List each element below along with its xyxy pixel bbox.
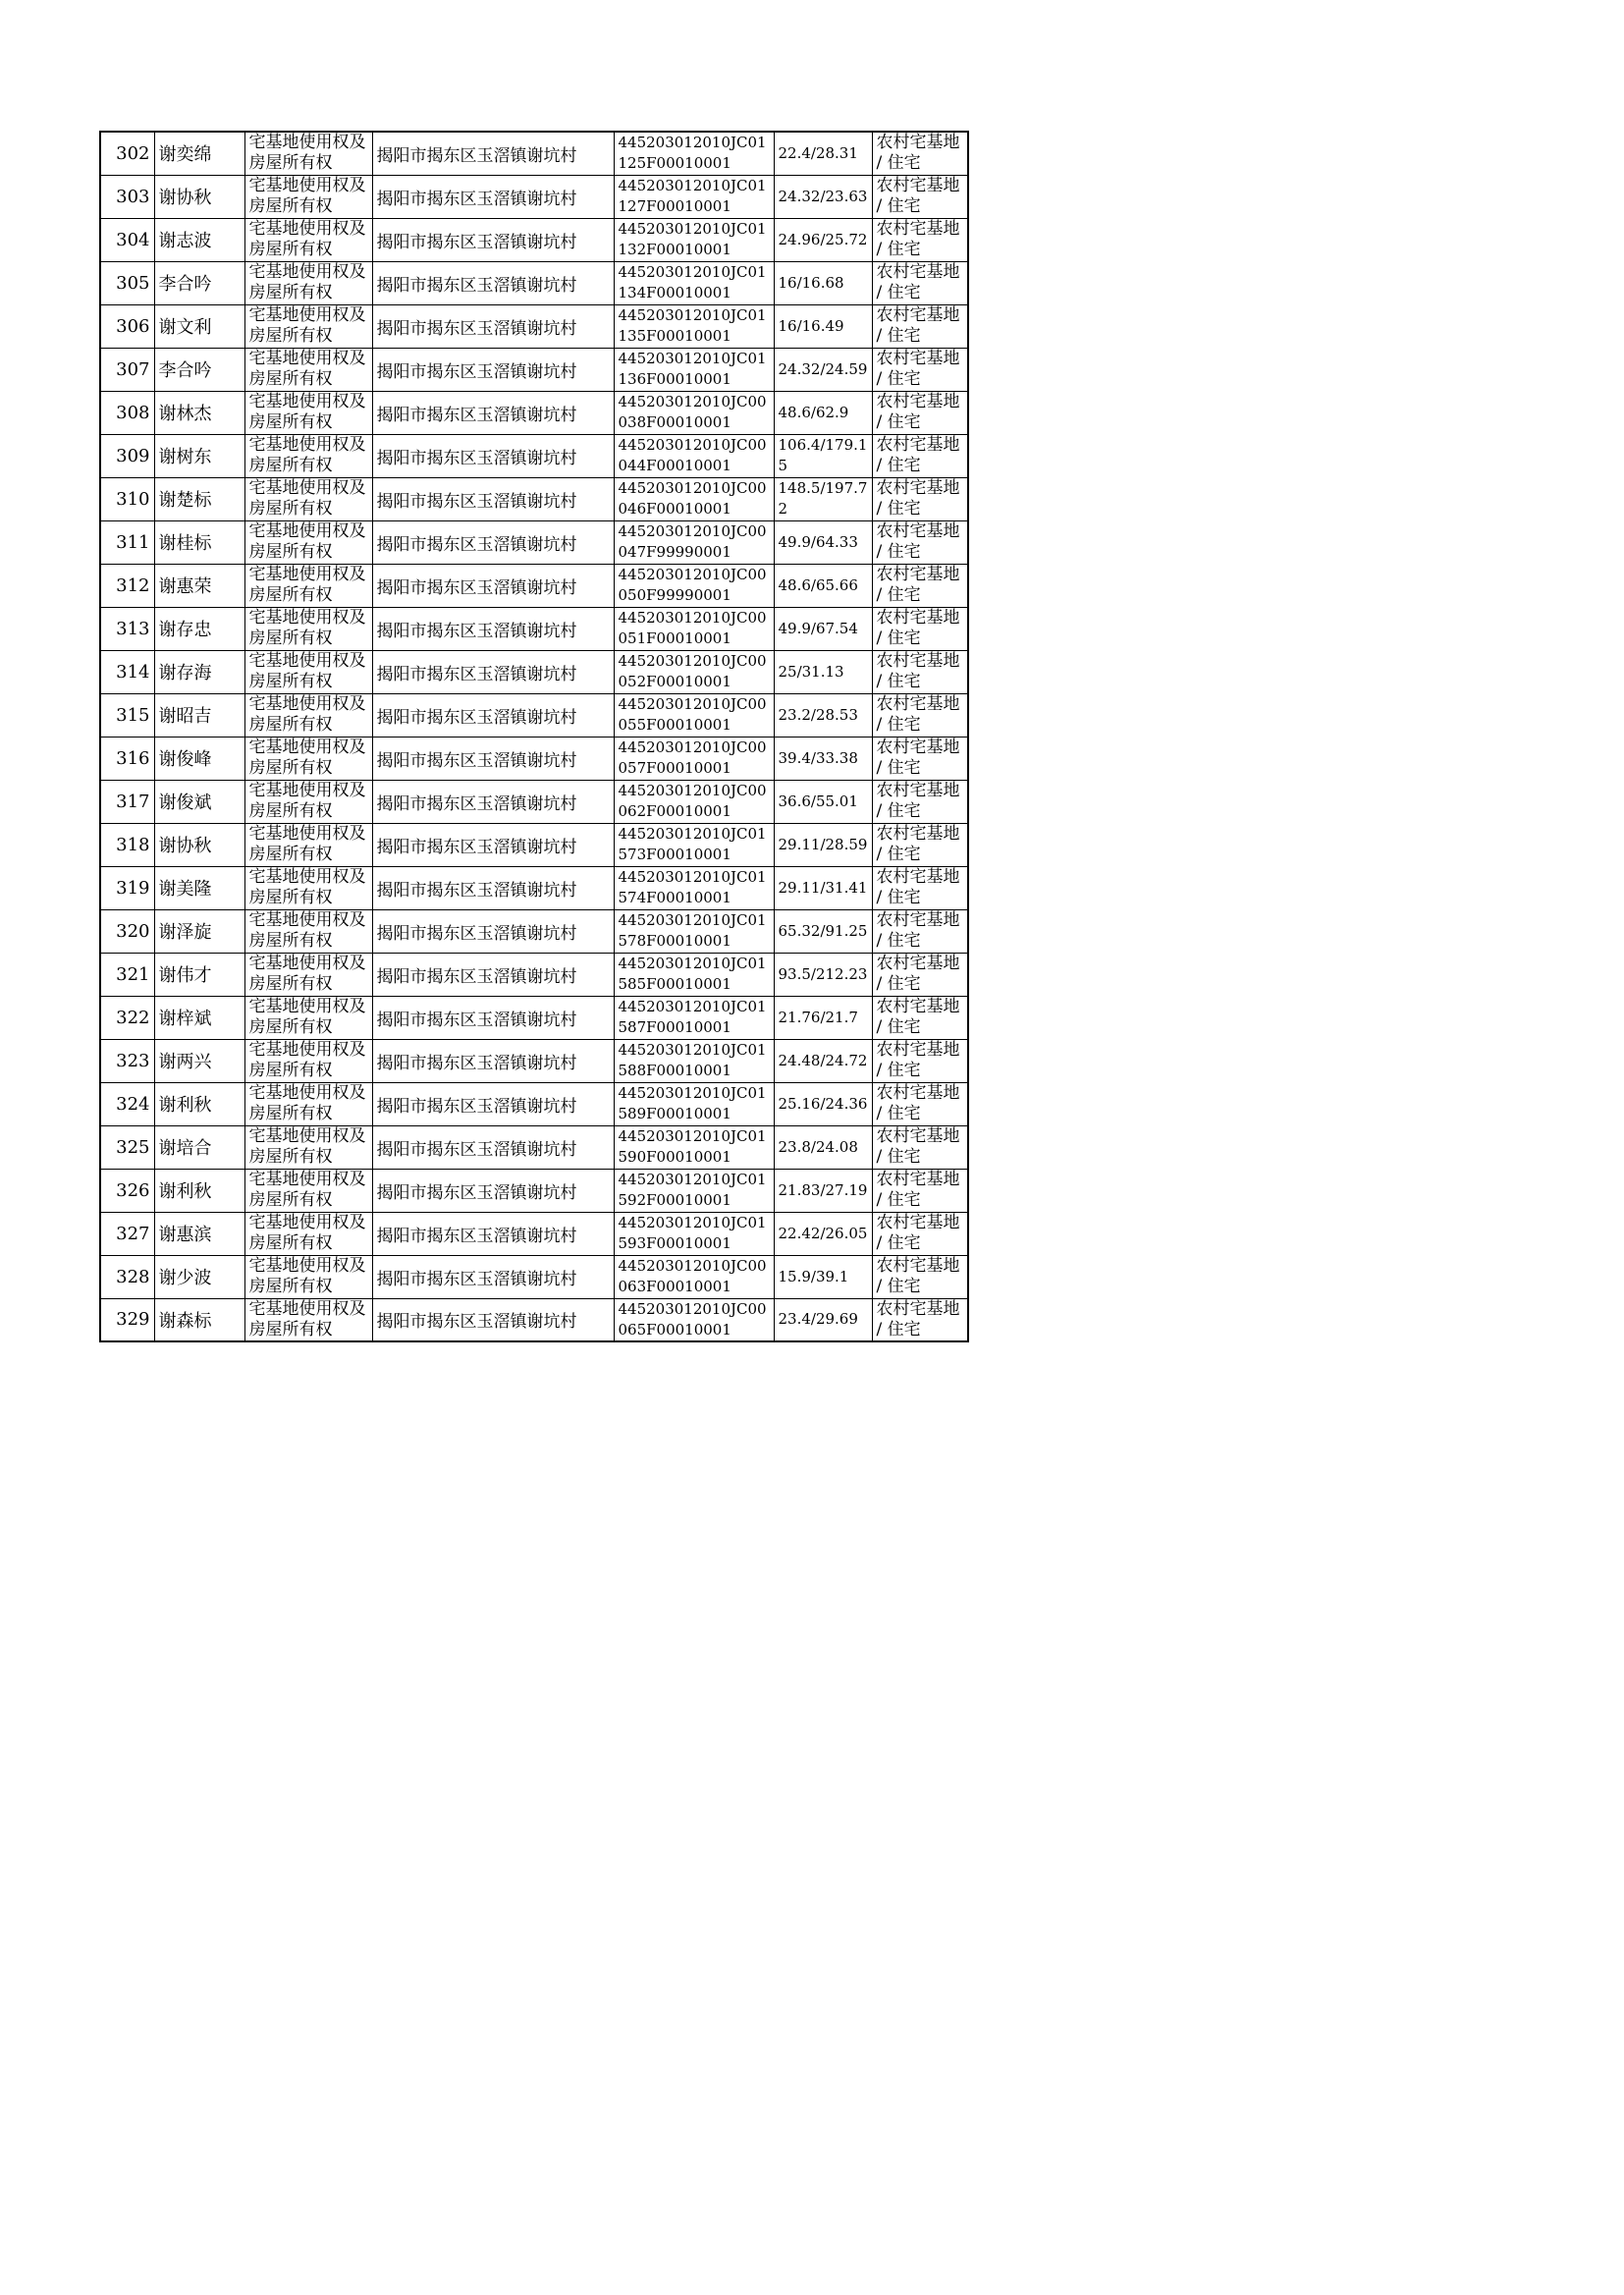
unit-code-cell: 445203012010JC01587F00010001 bbox=[614, 996, 774, 1039]
unit-code-cell: 445203012010JC00052F00010001 bbox=[614, 650, 774, 693]
area-cell: 24.32/24.59 bbox=[774, 348, 872, 391]
unit-code-cell: 445203012010JC00046F00010001 bbox=[614, 477, 774, 520]
owner-name-cell: 谢协秋 bbox=[154, 823, 244, 866]
land-use-cell: 农村宅基地 / 住宅 bbox=[872, 953, 968, 996]
right-type-cell: 宅基地使用权及房屋所有权 bbox=[244, 1255, 372, 1298]
area-cell: 25.16/24.36 bbox=[774, 1082, 872, 1125]
owner-name-cell: 谢惠荣 bbox=[154, 564, 244, 607]
address-cell: 揭阳市揭东区玉滘镇谢坑村 bbox=[372, 564, 614, 607]
row-number-cell: 311 bbox=[100, 520, 154, 564]
right-type-cell: 宅基地使用权及房屋所有权 bbox=[244, 477, 372, 520]
area-cell: 25/31.13 bbox=[774, 650, 872, 693]
address-cell: 揭阳市揭东区玉滘镇谢坑村 bbox=[372, 1125, 614, 1169]
right-type-cell: 宅基地使用权及房屋所有权 bbox=[244, 1125, 372, 1169]
area-cell: 24.48/24.72 bbox=[774, 1039, 872, 1082]
row-number-cell: 318 bbox=[100, 823, 154, 866]
land-use-cell: 农村宅基地 / 住宅 bbox=[872, 866, 968, 909]
area-cell: 49.9/64.33 bbox=[774, 520, 872, 564]
row-number-cell: 308 bbox=[100, 391, 154, 434]
unit-code-cell: 445203012010JC01132F00010001 bbox=[614, 218, 774, 261]
address-cell: 揭阳市揭东区玉滘镇谢坑村 bbox=[372, 1212, 614, 1255]
owner-name-cell: 谢志波 bbox=[154, 218, 244, 261]
table-row bbox=[100, 650, 968, 693]
right-type-cell: 宅基地使用权及房屋所有权 bbox=[244, 737, 372, 780]
owner-name-cell: 谢森标 bbox=[154, 1298, 244, 1341]
row-number-cell: 320 bbox=[100, 909, 154, 953]
unit-code-cell: 445203012010JC01135F00010001 bbox=[614, 304, 774, 348]
address-cell: 揭阳市揭东区玉滘镇谢坑村 bbox=[372, 477, 614, 520]
owner-name-cell: 谢伟才 bbox=[154, 953, 244, 996]
right-type-cell: 宅基地使用权及房屋所有权 bbox=[244, 391, 372, 434]
unit-code-cell: 445203012010JC00063F00010001 bbox=[614, 1255, 774, 1298]
owner-name-cell: 谢利秋 bbox=[154, 1082, 244, 1125]
right-type-cell: 宅基地使用权及房屋所有权 bbox=[244, 909, 372, 953]
area-cell: 23.8/24.08 bbox=[774, 1125, 872, 1169]
unit-code-cell: 445203012010JC00055F00010001 bbox=[614, 693, 774, 737]
land-use-cell: 农村宅基地 / 住宅 bbox=[872, 564, 968, 607]
area-cell: 29.11/28.59 bbox=[774, 823, 872, 866]
address-cell: 揭阳市揭东区玉滘镇谢坑村 bbox=[372, 520, 614, 564]
address-cell: 揭阳市揭东区玉滘镇谢坑村 bbox=[372, 1082, 614, 1125]
table-row bbox=[100, 218, 968, 261]
area-cell: 21.83/27.19 bbox=[774, 1169, 872, 1212]
row-number-cell: 328 bbox=[100, 1255, 154, 1298]
land-use-cell: 农村宅基地 / 住宅 bbox=[872, 996, 968, 1039]
area-cell: 36.6/55.01 bbox=[774, 780, 872, 823]
land-use-cell: 农村宅基地 / 住宅 bbox=[872, 348, 968, 391]
right-type-cell: 宅基地使用权及房屋所有权 bbox=[244, 1169, 372, 1212]
unit-code-cell: 445203012010JC00050F99990001 bbox=[614, 564, 774, 607]
row-number-cell: 322 bbox=[100, 996, 154, 1039]
address-cell: 揭阳市揭东区玉滘镇谢坑村 bbox=[372, 996, 614, 1039]
address-cell: 揭阳市揭东区玉滘镇谢坑村 bbox=[372, 218, 614, 261]
row-number-cell: 307 bbox=[100, 348, 154, 391]
unit-code-cell: 445203012010JC01588F00010001 bbox=[614, 1039, 774, 1082]
owner-name-cell: 谢桂标 bbox=[154, 520, 244, 564]
address-cell: 揭阳市揭东区玉滘镇谢坑村 bbox=[372, 132, 614, 175]
right-type-cell: 宅基地使用权及房屋所有权 bbox=[244, 953, 372, 996]
unit-code-cell: 445203012010JC00038F00010001 bbox=[614, 391, 774, 434]
land-use-cell: 农村宅基地 / 住宅 bbox=[872, 909, 968, 953]
land-use-cell: 农村宅基地 / 住宅 bbox=[872, 391, 968, 434]
area-cell: 48.6/62.9 bbox=[774, 391, 872, 434]
area-cell: 23.2/28.53 bbox=[774, 693, 872, 737]
table-row bbox=[100, 132, 968, 175]
right-type-cell: 宅基地使用权及房屋所有权 bbox=[244, 996, 372, 1039]
table-row bbox=[100, 261, 968, 304]
owner-name-cell: 李合吟 bbox=[154, 261, 244, 304]
table-row bbox=[100, 996, 968, 1039]
unit-code-cell: 445203012010JC00057F00010001 bbox=[614, 737, 774, 780]
land-use-cell: 农村宅基地 / 住宅 bbox=[872, 780, 968, 823]
address-cell: 揭阳市揭东区玉滘镇谢坑村 bbox=[372, 348, 614, 391]
address-cell: 揭阳市揭东区玉滘镇谢坑村 bbox=[372, 866, 614, 909]
land-use-cell: 农村宅基地 / 住宅 bbox=[872, 261, 968, 304]
right-type-cell: 宅基地使用权及房屋所有权 bbox=[244, 132, 372, 175]
area-cell: 93.5/212.23 bbox=[774, 953, 872, 996]
owner-name-cell: 谢存忠 bbox=[154, 607, 244, 650]
address-cell: 揭阳市揭东区玉滘镇谢坑村 bbox=[372, 607, 614, 650]
address-cell: 揭阳市揭东区玉滘镇谢坑村 bbox=[372, 434, 614, 477]
land-use-cell: 农村宅基地 / 住宅 bbox=[872, 520, 968, 564]
land-use-cell: 农村宅基地 / 住宅 bbox=[872, 1212, 968, 1255]
land-use-cell: 农村宅基地 / 住宅 bbox=[872, 1169, 968, 1212]
right-type-cell: 宅基地使用权及房屋所有权 bbox=[244, 304, 372, 348]
row-number-cell: 315 bbox=[100, 693, 154, 737]
area-cell: 49.9/67.54 bbox=[774, 607, 872, 650]
row-number-cell: 306 bbox=[100, 304, 154, 348]
table-row bbox=[100, 737, 968, 780]
table-row bbox=[100, 477, 968, 520]
land-use-cell: 农村宅基地 / 住宅 bbox=[872, 1125, 968, 1169]
unit-code-cell: 445203012010JC01592F00010001 bbox=[614, 1169, 774, 1212]
address-cell: 揭阳市揭东区玉滘镇谢坑村 bbox=[372, 304, 614, 348]
right-type-cell: 宅基地使用权及房屋所有权 bbox=[244, 175, 372, 218]
table-row bbox=[100, 348, 968, 391]
owner-name-cell: 谢楚标 bbox=[154, 477, 244, 520]
table-row bbox=[100, 1212, 968, 1255]
address-cell: 揭阳市揭东区玉滘镇谢坑村 bbox=[372, 953, 614, 996]
land-use-cell: 农村宅基地 / 住宅 bbox=[872, 693, 968, 737]
row-number-cell: 327 bbox=[100, 1212, 154, 1255]
owner-name-cell: 谢俊峰 bbox=[154, 737, 244, 780]
right-type-cell: 宅基地使用权及房屋所有权 bbox=[244, 1212, 372, 1255]
table-row bbox=[100, 1082, 968, 1125]
area-cell: 39.4/33.38 bbox=[774, 737, 872, 780]
land-use-cell: 农村宅基地 / 住宅 bbox=[872, 132, 968, 175]
row-number-cell: 312 bbox=[100, 564, 154, 607]
land-use-cell: 农村宅基地 / 住宅 bbox=[872, 304, 968, 348]
row-number-cell: 310 bbox=[100, 477, 154, 520]
row-number-cell: 325 bbox=[100, 1125, 154, 1169]
owner-name-cell: 谢存海 bbox=[154, 650, 244, 693]
right-type-cell: 宅基地使用权及房屋所有权 bbox=[244, 261, 372, 304]
row-number-cell: 305 bbox=[100, 261, 154, 304]
row-number-cell: 302 bbox=[100, 132, 154, 175]
owner-name-cell: 谢利秋 bbox=[154, 1169, 244, 1212]
address-cell: 揭阳市揭东区玉滘镇谢坑村 bbox=[372, 1039, 614, 1082]
table-row bbox=[100, 175, 968, 218]
address-cell: 揭阳市揭东区玉滘镇谢坑村 bbox=[372, 737, 614, 780]
unit-code-cell: 445203012010JC00047F99990001 bbox=[614, 520, 774, 564]
unit-code-cell: 445203012010JC01573F00010001 bbox=[614, 823, 774, 866]
right-type-cell: 宅基地使用权及房屋所有权 bbox=[244, 1298, 372, 1341]
table-row bbox=[100, 1298, 968, 1341]
table-row bbox=[100, 520, 968, 564]
unit-code-cell: 445203012010JC01593F00010001 bbox=[614, 1212, 774, 1255]
address-cell: 揭阳市揭东区玉滘镇谢坑村 bbox=[372, 175, 614, 218]
unit-code-cell: 445203012010JC00062F00010001 bbox=[614, 780, 774, 823]
owner-name-cell: 谢文利 bbox=[154, 304, 244, 348]
right-type-cell: 宅基地使用权及房屋所有权 bbox=[244, 607, 372, 650]
right-type-cell: 宅基地使用权及房屋所有权 bbox=[244, 348, 372, 391]
right-type-cell: 宅基地使用权及房屋所有权 bbox=[244, 218, 372, 261]
row-number-cell: 317 bbox=[100, 780, 154, 823]
area-cell: 15.9/39.1 bbox=[774, 1255, 872, 1298]
land-use-cell: 农村宅基地 / 住宅 bbox=[872, 477, 968, 520]
land-use-cell: 农村宅基地 / 住宅 bbox=[872, 1255, 968, 1298]
row-number-cell: 319 bbox=[100, 866, 154, 909]
table-row bbox=[100, 564, 968, 607]
table-row bbox=[100, 866, 968, 909]
land-use-cell: 农村宅基地 / 住宅 bbox=[872, 650, 968, 693]
table-row bbox=[100, 1125, 968, 1169]
area-cell: 22.42/26.05 bbox=[774, 1212, 872, 1255]
table-row bbox=[100, 780, 968, 823]
land-use-cell: 农村宅基地 / 住宅 bbox=[872, 1039, 968, 1082]
row-number-cell: 313 bbox=[100, 607, 154, 650]
right-type-cell: 宅基地使用权及房屋所有权 bbox=[244, 1039, 372, 1082]
unit-code-cell: 445203012010JC01127F00010001 bbox=[614, 175, 774, 218]
row-number-cell: 323 bbox=[100, 1039, 154, 1082]
table-row bbox=[100, 434, 968, 477]
table-row bbox=[100, 909, 968, 953]
table-row bbox=[100, 607, 968, 650]
area-cell: 16/16.68 bbox=[774, 261, 872, 304]
table-row bbox=[100, 953, 968, 996]
owner-name-cell: 谢梓斌 bbox=[154, 996, 244, 1039]
address-cell: 揭阳市揭东区玉滘镇谢坑村 bbox=[372, 261, 614, 304]
row-number-cell: 314 bbox=[100, 650, 154, 693]
right-type-cell: 宅基地使用权及房屋所有权 bbox=[244, 520, 372, 564]
unit-code-cell: 445203012010JC00044F00010001 bbox=[614, 434, 774, 477]
area-cell: 24.32/23.63 bbox=[774, 175, 872, 218]
owner-name-cell: 谢林杰 bbox=[154, 391, 244, 434]
address-cell: 揭阳市揭东区玉滘镇谢坑村 bbox=[372, 650, 614, 693]
unit-code-cell: 445203012010JC01136F00010001 bbox=[614, 348, 774, 391]
table-row bbox=[100, 823, 968, 866]
area-cell: 22.4/28.31 bbox=[774, 132, 872, 175]
row-number-cell: 321 bbox=[100, 953, 154, 996]
unit-code-cell: 445203012010JC01585F00010001 bbox=[614, 953, 774, 996]
owner-name-cell: 谢泽旋 bbox=[154, 909, 244, 953]
address-cell: 揭阳市揭东区玉滘镇谢坑村 bbox=[372, 693, 614, 737]
owner-name-cell: 谢树东 bbox=[154, 434, 244, 477]
right-type-cell: 宅基地使用权及房屋所有权 bbox=[244, 823, 372, 866]
owner-name-cell: 李合吟 bbox=[154, 348, 244, 391]
unit-code-cell: 445203012010JC01574F00010001 bbox=[614, 866, 774, 909]
row-number-cell: 324 bbox=[100, 1082, 154, 1125]
land-use-cell: 农村宅基地 / 住宅 bbox=[872, 218, 968, 261]
row-number-cell: 303 bbox=[100, 175, 154, 218]
address-cell: 揭阳市揭东区玉滘镇谢坑村 bbox=[372, 780, 614, 823]
right-type-cell: 宅基地使用权及房屋所有权 bbox=[244, 866, 372, 909]
unit-code-cell: 445203012010JC01125F00010001 bbox=[614, 132, 774, 175]
address-cell: 揭阳市揭东区玉滘镇谢坑村 bbox=[372, 391, 614, 434]
owner-name-cell: 谢俊斌 bbox=[154, 780, 244, 823]
table-row bbox=[100, 304, 968, 348]
area-cell: 48.6/65.66 bbox=[774, 564, 872, 607]
land-use-cell: 农村宅基地 / 住宅 bbox=[872, 1298, 968, 1341]
land-use-cell: 农村宅基地 / 住宅 bbox=[872, 823, 968, 866]
area-cell: 106.4/179.15 bbox=[774, 434, 872, 477]
land-use-cell: 农村宅基地 / 住宅 bbox=[872, 607, 968, 650]
row-number-cell: 329 bbox=[100, 1298, 154, 1341]
area-cell: 21.76/21.7 bbox=[774, 996, 872, 1039]
owner-name-cell: 谢奕绵 bbox=[154, 132, 244, 175]
owner-name-cell: 谢美隆 bbox=[154, 866, 244, 909]
registry-table bbox=[99, 131, 969, 1342]
table-row bbox=[100, 391, 968, 434]
right-type-cell: 宅基地使用权及房屋所有权 bbox=[244, 780, 372, 823]
owner-name-cell: 谢少波 bbox=[154, 1255, 244, 1298]
row-number-cell: 304 bbox=[100, 218, 154, 261]
unit-code-cell: 445203012010JC01590F00010001 bbox=[614, 1125, 774, 1169]
land-use-cell: 农村宅基地 / 住宅 bbox=[872, 175, 968, 218]
owner-name-cell: 谢昭吉 bbox=[154, 693, 244, 737]
right-type-cell: 宅基地使用权及房屋所有权 bbox=[244, 434, 372, 477]
table-row bbox=[100, 693, 968, 737]
land-use-cell: 农村宅基地 / 住宅 bbox=[872, 737, 968, 780]
right-type-cell: 宅基地使用权及房屋所有权 bbox=[244, 1082, 372, 1125]
unit-code-cell: 445203012010JC01578F00010001 bbox=[614, 909, 774, 953]
owner-name-cell: 谢两兴 bbox=[154, 1039, 244, 1082]
area-cell: 23.4/29.69 bbox=[774, 1298, 872, 1341]
unit-code-cell: 445203012010JC00051F00010001 bbox=[614, 607, 774, 650]
area-cell: 24.96/25.72 bbox=[774, 218, 872, 261]
address-cell: 揭阳市揭东区玉滘镇谢坑村 bbox=[372, 1169, 614, 1212]
right-type-cell: 宅基地使用权及房屋所有权 bbox=[244, 564, 372, 607]
address-cell: 揭阳市揭东区玉滘镇谢坑村 bbox=[372, 1255, 614, 1298]
unit-code-cell: 445203012010JC01134F00010001 bbox=[614, 261, 774, 304]
unit-code-cell: 445203012010JC01589F00010001 bbox=[614, 1082, 774, 1125]
row-number-cell: 309 bbox=[100, 434, 154, 477]
row-number-cell: 316 bbox=[100, 737, 154, 780]
row-number-cell: 326 bbox=[100, 1169, 154, 1212]
right-type-cell: 宅基地使用权及房屋所有权 bbox=[244, 650, 372, 693]
address-cell: 揭阳市揭东区玉滘镇谢坑村 bbox=[372, 1298, 614, 1341]
area-cell: 16/16.49 bbox=[774, 304, 872, 348]
area-cell: 29.11/31.41 bbox=[774, 866, 872, 909]
land-use-cell: 农村宅基地 / 住宅 bbox=[872, 434, 968, 477]
area-cell: 148.5/197.72 bbox=[774, 477, 872, 520]
owner-name-cell: 谢惠滨 bbox=[154, 1212, 244, 1255]
owner-name-cell: 谢培合 bbox=[154, 1125, 244, 1169]
owner-name-cell: 谢协秋 bbox=[154, 175, 244, 218]
area-cell: 65.32/91.25 bbox=[774, 909, 872, 953]
address-cell: 揭阳市揭东区玉滘镇谢坑村 bbox=[372, 823, 614, 866]
table-row bbox=[100, 1255, 968, 1298]
table-row bbox=[100, 1039, 968, 1082]
address-cell: 揭阳市揭东区玉滘镇谢坑村 bbox=[372, 909, 614, 953]
table-body bbox=[100, 132, 968, 1341]
unit-code-cell: 445203012010JC00065F00010001 bbox=[614, 1298, 774, 1341]
land-use-cell: 农村宅基地 / 住宅 bbox=[872, 1082, 968, 1125]
right-type-cell: 宅基地使用权及房屋所有权 bbox=[244, 693, 372, 737]
table-row bbox=[100, 1169, 968, 1212]
